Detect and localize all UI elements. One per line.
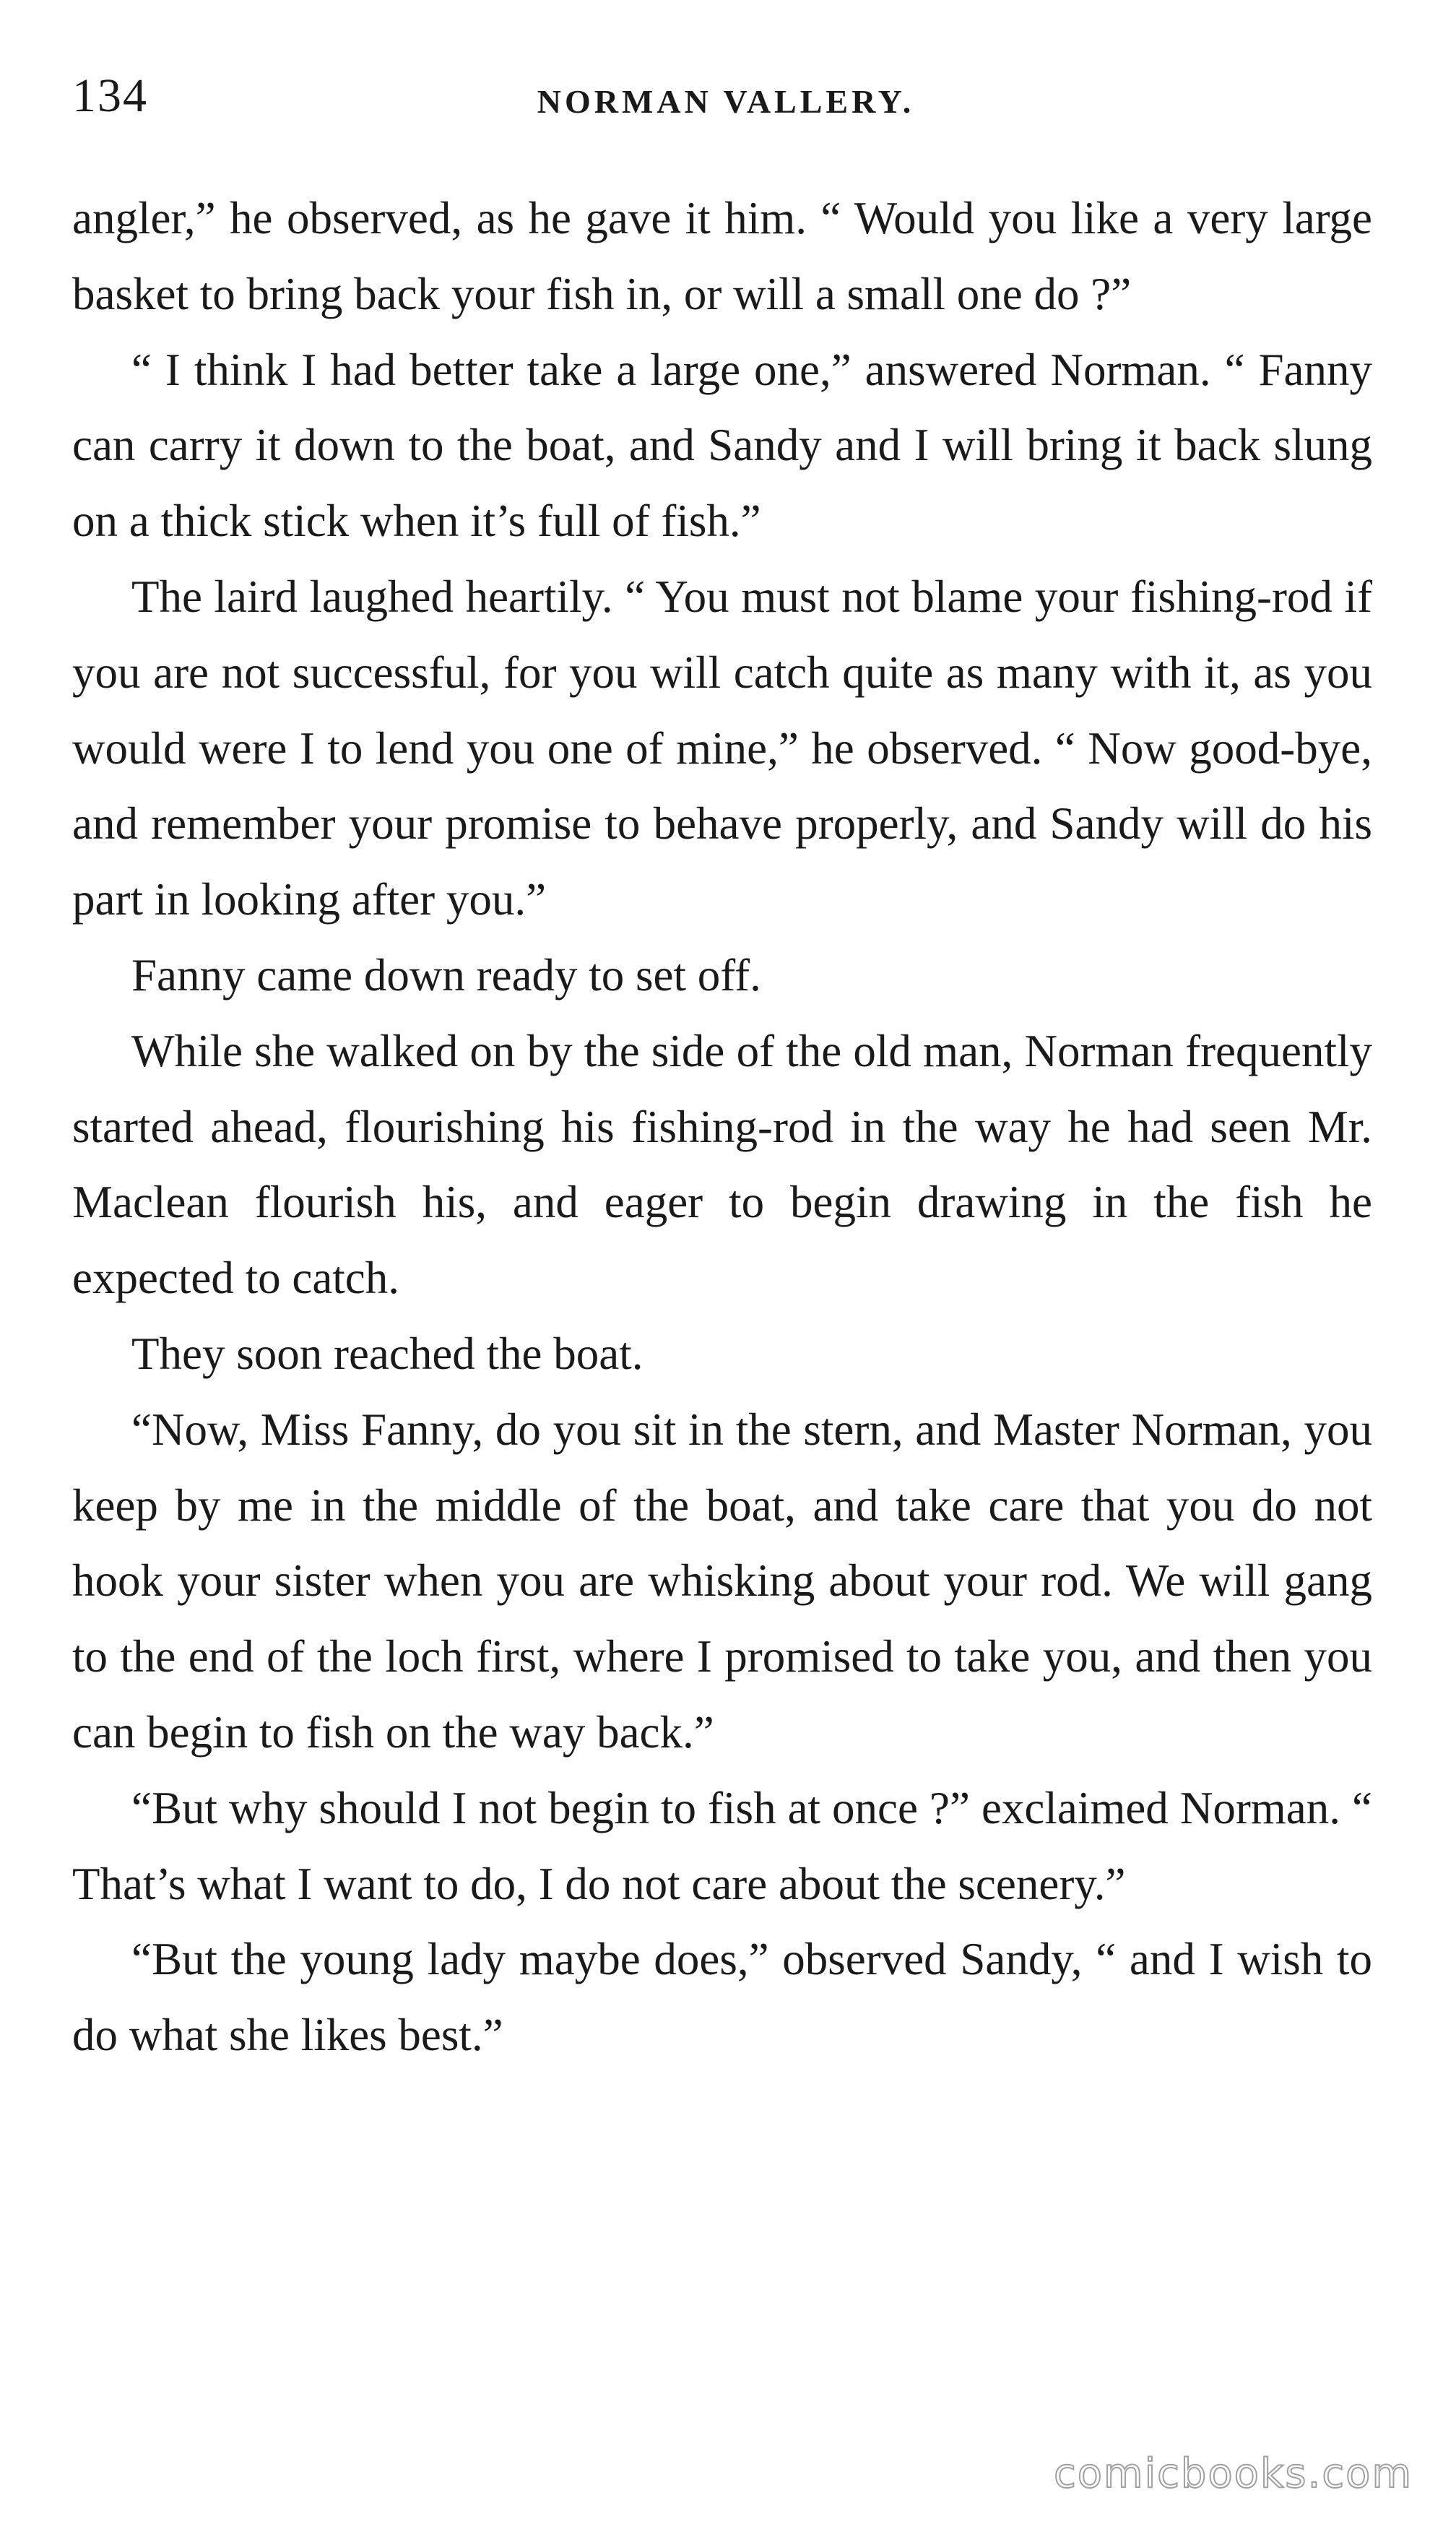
running-title: NORMAN VALLERY. [537,83,915,120]
running-head [72,64,1379,129]
paragraph: “But why should I not begin to fish at once ?” exclaimed Norman. “ That’s what I want to do, I do not care about the scenery.” [72,1782,1372,1909]
paragraph: “But the young lady maybe does,” observed Sandy, “ and I wish to do what she likes best.” [72,1934,1372,2061]
paragraph: While she walked on by the side of the old man, Norman frequently started ahead, flourishing his fishing-rod in the way he had seen Mr. Maclean flourish his, and eager to begin drawing in the fish he expected to catch. [72,1025,1372,1304]
paragraph: They soon reached the boat. [131,1328,644,1379]
paragraph: Fanny came down ready to set off. [131,949,761,1000]
paragraph: “ I think I had better take a large one,” answered Norman. “ Fanny can carry it down to the boat, and Sandy and I will bring it back slung on a thick stick when it’s full of fish.” [72,344,1372,547]
watermark: comicbooks.com [1053,2450,1413,2497]
page-number: 134 [72,69,148,122]
paragraph: The laird laughed heartily. “ You must not blame your fishing-rod if you are not successful, for you will catch quite as many with it, as you would were I to lend you one of mine,” he observed. “ Now good-bye, and remember your promise to behave properly, and Sandy will do his part in looking after you.” [72,571,1372,925]
body-text [72,181,1372,2073]
paragraph: “Now, Miss Fanny, do you sit in the stern, and Master Norman, you keep by me in the middle of the boat, and take care that you do not hook your sister when you are whisking about your rod. We will gang to the end of the loch first, where I promised to take you, and then you can begin to fish on the way back.” [72,1404,1372,1758]
paragraph: angler,” he observed, as he gave it him. “ Would you like a very large basket to bring back your fish in, or will a small one do ?” [72,193,1372,319]
